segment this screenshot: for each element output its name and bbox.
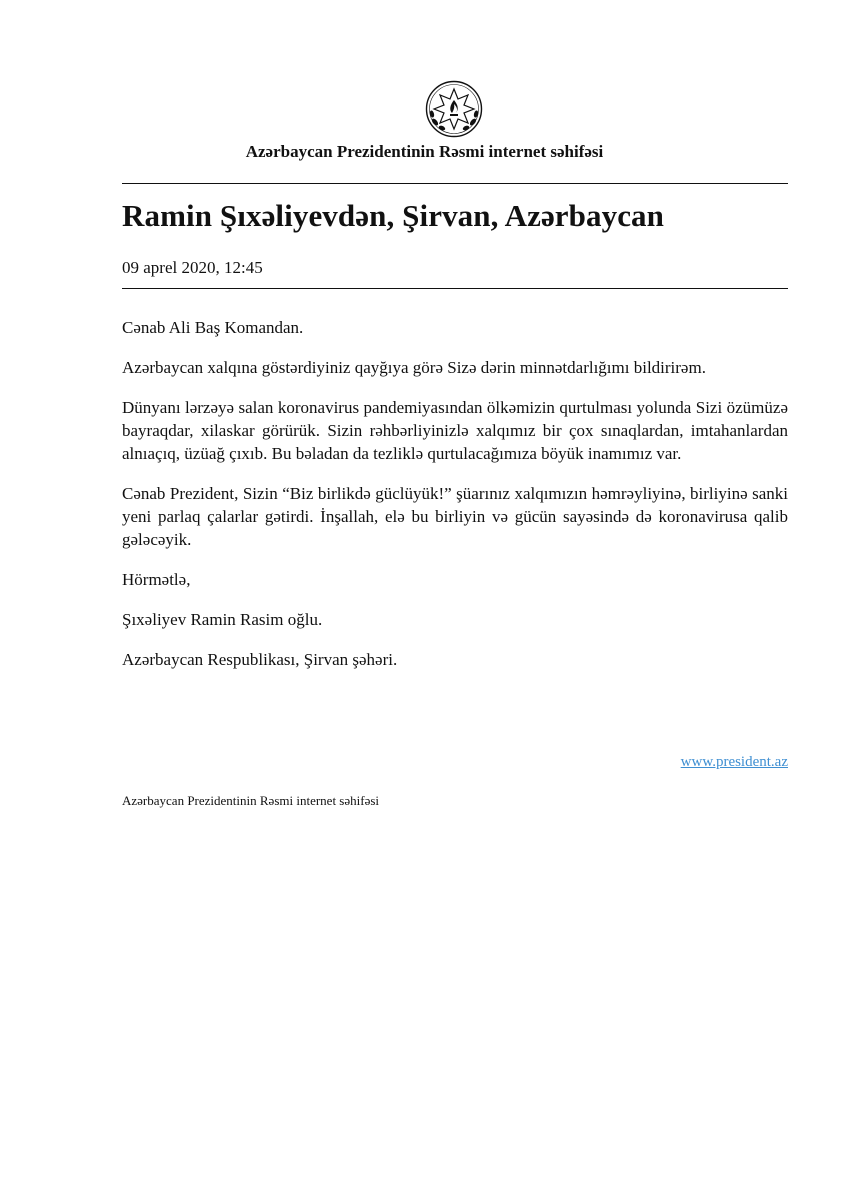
page-footer: Azərbaycan Prezidentinin Rəsmi internet səhifəsi [122,793,380,808]
article-title: Ramin Şıxəliyevdən, Şirvan, Azərbaycan [122,198,665,233]
article-date: 09 aprel 2020, 12:45 [122,258,263,277]
body-paragraph: Dünyanı lərzəyə salan koronavirus pandemiyasından ölkəmizin qurtulması yolunda Sizi özümüzə bayraqdar, xilaskar görürük. Sizin rəhbərliyinizlə xalqımız bir çox sınaqlardan, imtahanlardan alnıaçıq, üzüağ çıxıb. Bu bəladan da tezliklə qurtulacağımıza böyük inamımız var. [122,398,788,463]
article-body [122,316,788,688]
closing: Hörmətlə, [122,570,191,589]
salutation: Cənab Ali Baş Komandan. [122,318,304,337]
signature-name: Şıxəliyev Ramin Rasim oğlu. [122,610,323,629]
title-divider [122,288,788,289]
site-title: Azərbaycan Prezidentinin Rəsmi internet səhifəsi [245,142,604,161]
state-emblem-icon [425,80,483,138]
body-paragraph: Azərbaycan xalqına göstərdiyiniz qayğıya görə Sizə dərin minnətdarlığımı bildirirəm. [122,358,706,377]
signature-location: Azərbaycan Respublikası, Şirvan şəhəri. [122,650,398,669]
source-link[interactable]: www.president.az [680,754,788,770]
header-divider [122,183,788,184]
body-paragraph: Cənab Prezident, Sizin “Biz birlikdə güclüyük!” şüarınız xalqımızın həmrəyliyinə, birliyinə sanki yeni parlaq çalarlar gətirdi. İnşallah, elə bu birliyin və gücün sayəsində də koronavirusa qalib gələcəyik. [122,484,788,549]
